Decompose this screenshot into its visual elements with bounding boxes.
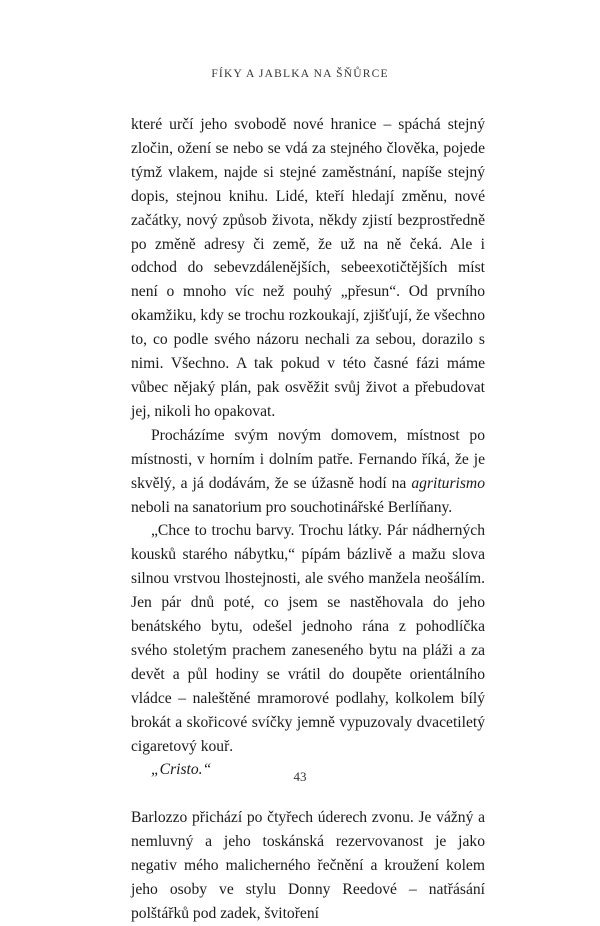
running-head: FÍKY A JABLKA NA ŠŇŮRCE xyxy=(211,68,389,80)
paragraph: „Chce to trochu barvy. Trochu látky. Pár nádherných kousků starého nábytku,“ pípám bázlivě a mažu slova silnou vrstvou lhostejnosti, ale svého manžela neošálím. Jen pár dnů poté, co jsem se nastěhovala do jeho benátského bytu, odešel jednoho rána z pohodlíčka svého stoletým prachem zaneseného bytu na pláži a za devět a půl hodiny se vrátil do doupěte orientálního vládce – naleštěné mramorové podlahy, kolkolem bílý brokát a skořicové svíčky jemně vypuzovaly dvacetiletý cigaretový kouř. xyxy=(131,522,485,755)
paragraph-text: neboli na sanatorium pro souchotinářské Berlíňany. xyxy=(131,498,453,516)
paragraph-text: Procházíme svým novým domovem, místnost po místnosti, v horním i dolním patře. Fernando říká, že je skvělý, a já dodávám, že se úžasně hodí na xyxy=(131,426,485,492)
paragraph: které určí jeho svobodě nové hranice – spáchá stejný zločin, ožení se nebo se vdá za stejného člověka, pojede týmž vlakem, najde si stejné zaměstnání, napíše stejný dopis, stejnou knihu. Lidé, kteří hledají změnu, nové začátky, nový způsob života, někdy zjistí bezprostředně po změně adresy či země, že už na ně čeká. Ale i odchod do sebevzdálenějších, sebeexotičtějších míst není o mnoho víc než pouhý „přesun“. Od prvního okamžiku, kdy se trochu rozkoukají, zjišťují, že všechno to, co podle svého názoru nechali za sebou, dorazilo s nimi. Všechno. A tak pokud v této časné fázi máme vůbec nějaký plán, pak osvěžit svůj život a přebudovat jej, nikoli ho opakovat. xyxy=(131,116,485,420)
italic-quote: „Cristo.“ xyxy=(151,761,212,779)
italic-term: agriturismo xyxy=(411,474,485,492)
page-number: 43 xyxy=(293,769,307,784)
body-text xyxy=(131,113,485,926)
paragraph: Barlozzo přichází po čtyřech úderech zvonu. Je vážný a nemluvný a jeho toskánská rezervovanost je jako negativ mého malicherného řečnění a kroužení kolem jeho osoby ve stylu Donny Reedové – natřásání polštářků pod zadek, švitoření xyxy=(131,809,485,922)
paragraph xyxy=(131,424,485,520)
